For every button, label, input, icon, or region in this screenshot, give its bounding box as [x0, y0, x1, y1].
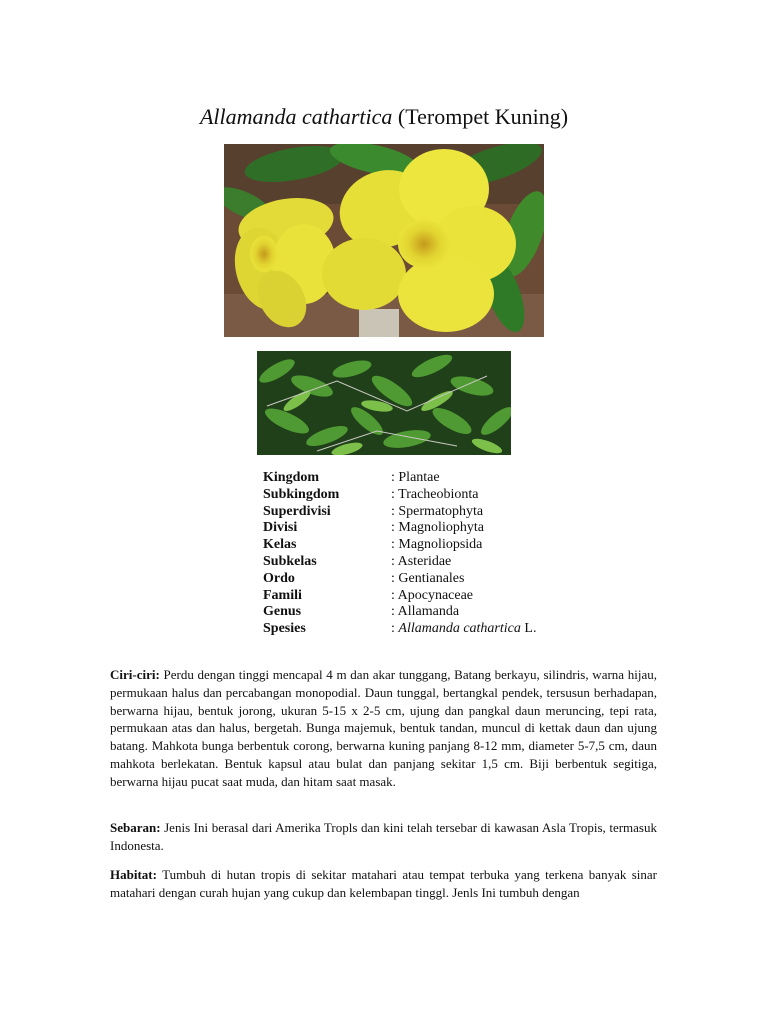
taxonomy-rank: Ordo	[263, 570, 295, 586]
species-prefix: :	[391, 621, 399, 637]
paragraph-text: Tumbuh di hutan tropis di sekitar matahari atau tempat terbuka yang terkena banyak sinar matahari dengan curah hujan yang cukup dan kelembapan tinggl. Jenls Ini tumbuh dengan	[110, 867, 658, 900]
paragraph-label: Ciri-ciri:	[110, 667, 160, 682]
taxonomy-row-subkingdom	[263, 487, 583, 504]
leaves-photo-image	[257, 351, 511, 455]
title-scientific-name: Allamanda cathartica	[199, 104, 393, 129]
taxonomy-value: : Allamanda	[391, 604, 460, 620]
taxonomy-table	[263, 470, 583, 638]
taxonomy-row-subkelas	[263, 554, 583, 571]
paragraph-habitat	[110, 866, 657, 902]
flower-photo-image	[224, 144, 544, 337]
taxonomy-value: : Gentianales	[391, 570, 465, 586]
taxonomy-row-kingdom	[263, 470, 583, 487]
taxonomy-rank: Kingdom	[263, 470, 320, 485]
taxonomy-rank: Superdivisi	[263, 503, 331, 519]
taxonomy-value: : Tracheobionta	[391, 486, 479, 502]
taxonomy-rank: Subkingdom	[263, 486, 340, 502]
paragraph-label: Sebaran:	[110, 820, 161, 835]
taxonomy-value: : Apocynaceae	[391, 587, 474, 603]
taxonomy-row-genus	[263, 604, 583, 621]
title-common-name: (Terompet Kuning)	[397, 104, 569, 129]
taxonomy-row-kelas	[263, 537, 583, 554]
paragraph-text: Perdu dengan tinggi mencapal 4 m dan akar tunggang, Batang berkayu, silindris, warna hijau, permukaan halus dan percabangan monopodial. Daun tunggal, bertangkal pendek, tersusun berhadapan, berwarna hijau, bentuk jorong, ukuran 5-15 x 2-5 cm, ujung dan pangkal daun meruncing, tepi rata, permukaan atas dan halus, bergetah. Bunga majemuk, bentuk tandan, muncul di kettak daun dan ujung batang. Mahkota bunga berbentuk corong, berwarna kuning panjang 8-12 mm, diameter 5-7,5 cm, daun mahkota berlekatan. Bentuk kapsul atau bulat dan panjang sekitar 1,5 cm. Biji berbentuk segitiga, berwarna hijau pucat saat muda, dan hitam saat masak.	[110, 667, 658, 789]
taxonomy-rank: Divisi	[263, 520, 298, 536]
taxonomy-value: : Plantae	[391, 470, 440, 485]
leaves-photo	[257, 351, 511, 455]
taxonomy-rank: Kelas	[263, 537, 297, 553]
paragraph-text: Jenis Ini berasal dari Amerika Tropls dan kini telah tersebar di kawasan Asla Tropis, termasuk Indonesta.	[110, 820, 657, 853]
taxonomy-value	[391, 621, 536, 638]
taxonomy-rank: Subkelas	[263, 553, 317, 569]
paragraph-ciri-ciri	[110, 666, 657, 791]
taxonomy-value: : Magnoliophyta	[391, 520, 484, 536]
taxonomy-rank: Spesies	[263, 621, 306, 637]
taxonomy-value: : Spermatophyta	[391, 503, 484, 519]
taxonomy-row-spesies	[263, 621, 583, 638]
taxonomy-row-divisi	[263, 520, 583, 537]
taxonomy-rank: Genus	[263, 604, 302, 620]
page-title	[0, 103, 768, 131]
taxonomy-row-famili	[263, 588, 583, 605]
species-author: L.	[520, 621, 537, 637]
taxonomy-value: : Asteridae	[391, 553, 452, 569]
flower-photo	[224, 144, 544, 337]
species-scientific-name: Allamanda cathartica	[398, 621, 521, 637]
taxonomy-row-superdivisi	[263, 504, 583, 521]
taxonomy-rank: Famili	[263, 587, 302, 603]
paragraph-sebaran	[110, 819, 657, 855]
taxonomy-value: : Magnoliopsida	[391, 537, 483, 553]
taxonomy-row-ordo	[263, 571, 583, 588]
paragraph-label: Habitat:	[110, 867, 157, 882]
